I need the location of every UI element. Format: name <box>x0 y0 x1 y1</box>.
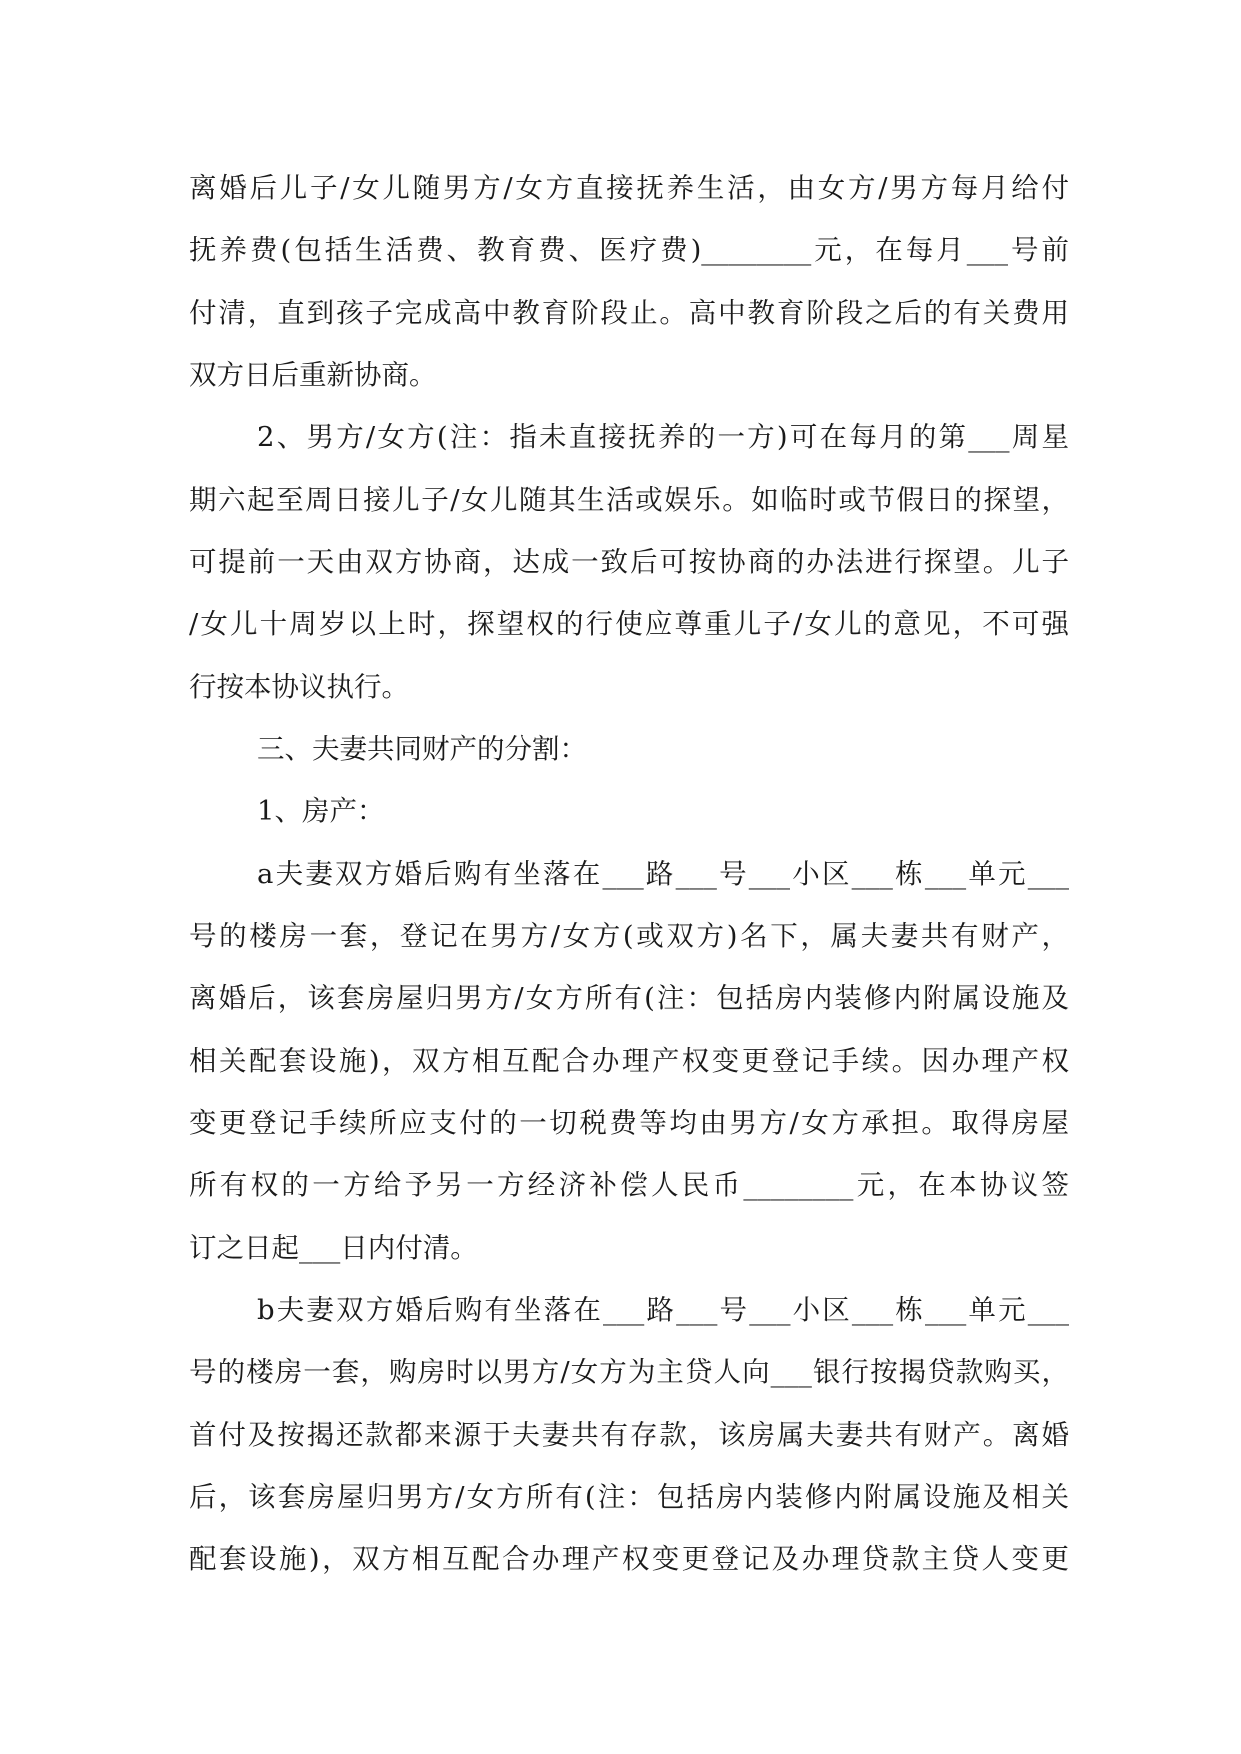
paragraph-line: 行按本协议执行。 <box>189 671 409 703</box>
section-heading: 三、夫妻共同财产的分割： <box>257 733 587 765</box>
paragraph-line: 双方日后重新协商。 <box>189 359 437 391</box>
paragraph-line: 首付及按揭还款都来源于夫妻共有存款，该房属夫妻共有财产。离婚 <box>189 1419 1069 1451</box>
paragraph-line: 号的楼房一套，购房时以男方/女方为主贷人向___银行按揭贷款购买， <box>189 1356 1069 1388</box>
paragraph-line: 离婚后，该套房屋归男方/女方所有(注：包括房内装修内附属设施及 <box>189 982 1069 1014</box>
paragraph-line: 后，该套房屋归男方/女方所有(注：包括房内装修内附属设施及相关 <box>189 1481 1069 1513</box>
paragraph-line: 订之日起___日内付清。 <box>189 1232 478 1264</box>
paragraph-line: 变更登记手续所应支付的一切税费等均由男方/女方承担。取得房屋 <box>189 1107 1069 1139</box>
paragraph-line: 号的楼房一套，登记在男方/女方(或双方)名下，属夫妻共有财产， <box>189 920 1069 952</box>
paragraph-line: b夫妻双方婚后购有坐落在___路___号___小区___栋___单元___ <box>257 1294 1069 1326</box>
paragraph-line: 可提前一天由双方协商，达成一致后可按协商的办法进行探望。儿子 <box>189 546 1069 578</box>
paragraph-line: a夫妻双方婚后购有坐落在___路___号___小区___栋___单元___ <box>257 858 1069 890</box>
paragraph-line: 抚养费(包括生活费、教育费、医疗费)________元，在每月___号前 <box>189 234 1069 266</box>
paragraph-line: /女儿十周岁以上时，探望权的行使应尊重儿子/女儿的意见，不可强 <box>189 608 1069 640</box>
paragraph-line: 2、男方/女方(注：指未直接抚养的一方)可在每月的第___周星 <box>257 421 1069 453</box>
paragraph-line: 相关配套设施)，双方相互配合办理产权变更登记手续。因办理产权 <box>189 1045 1069 1077</box>
paragraph-line: 所有权的一方给予另一方经济补偿人民币________元，在本协议签 <box>189 1169 1069 1201</box>
paragraph-line: 配套设施)，双方相互配合办理产权变更登记及办理贷款主贷人变更 <box>189 1543 1069 1575</box>
paragraph-line: 离婚后儿子/女儿随男方/女方直接抚养生活，由女方/男方每月给付 <box>189 172 1069 204</box>
subsection-heading: 1、房产： <box>257 795 385 827</box>
paragraph-line: 付清，直到孩子完成高中教育阶段止。高中教育阶段之后的有关费用 <box>189 297 1069 329</box>
paragraph-line: 期六起至周日接儿子/女儿随其生活或娱乐。如临时或节假日的探望， <box>189 484 1069 516</box>
